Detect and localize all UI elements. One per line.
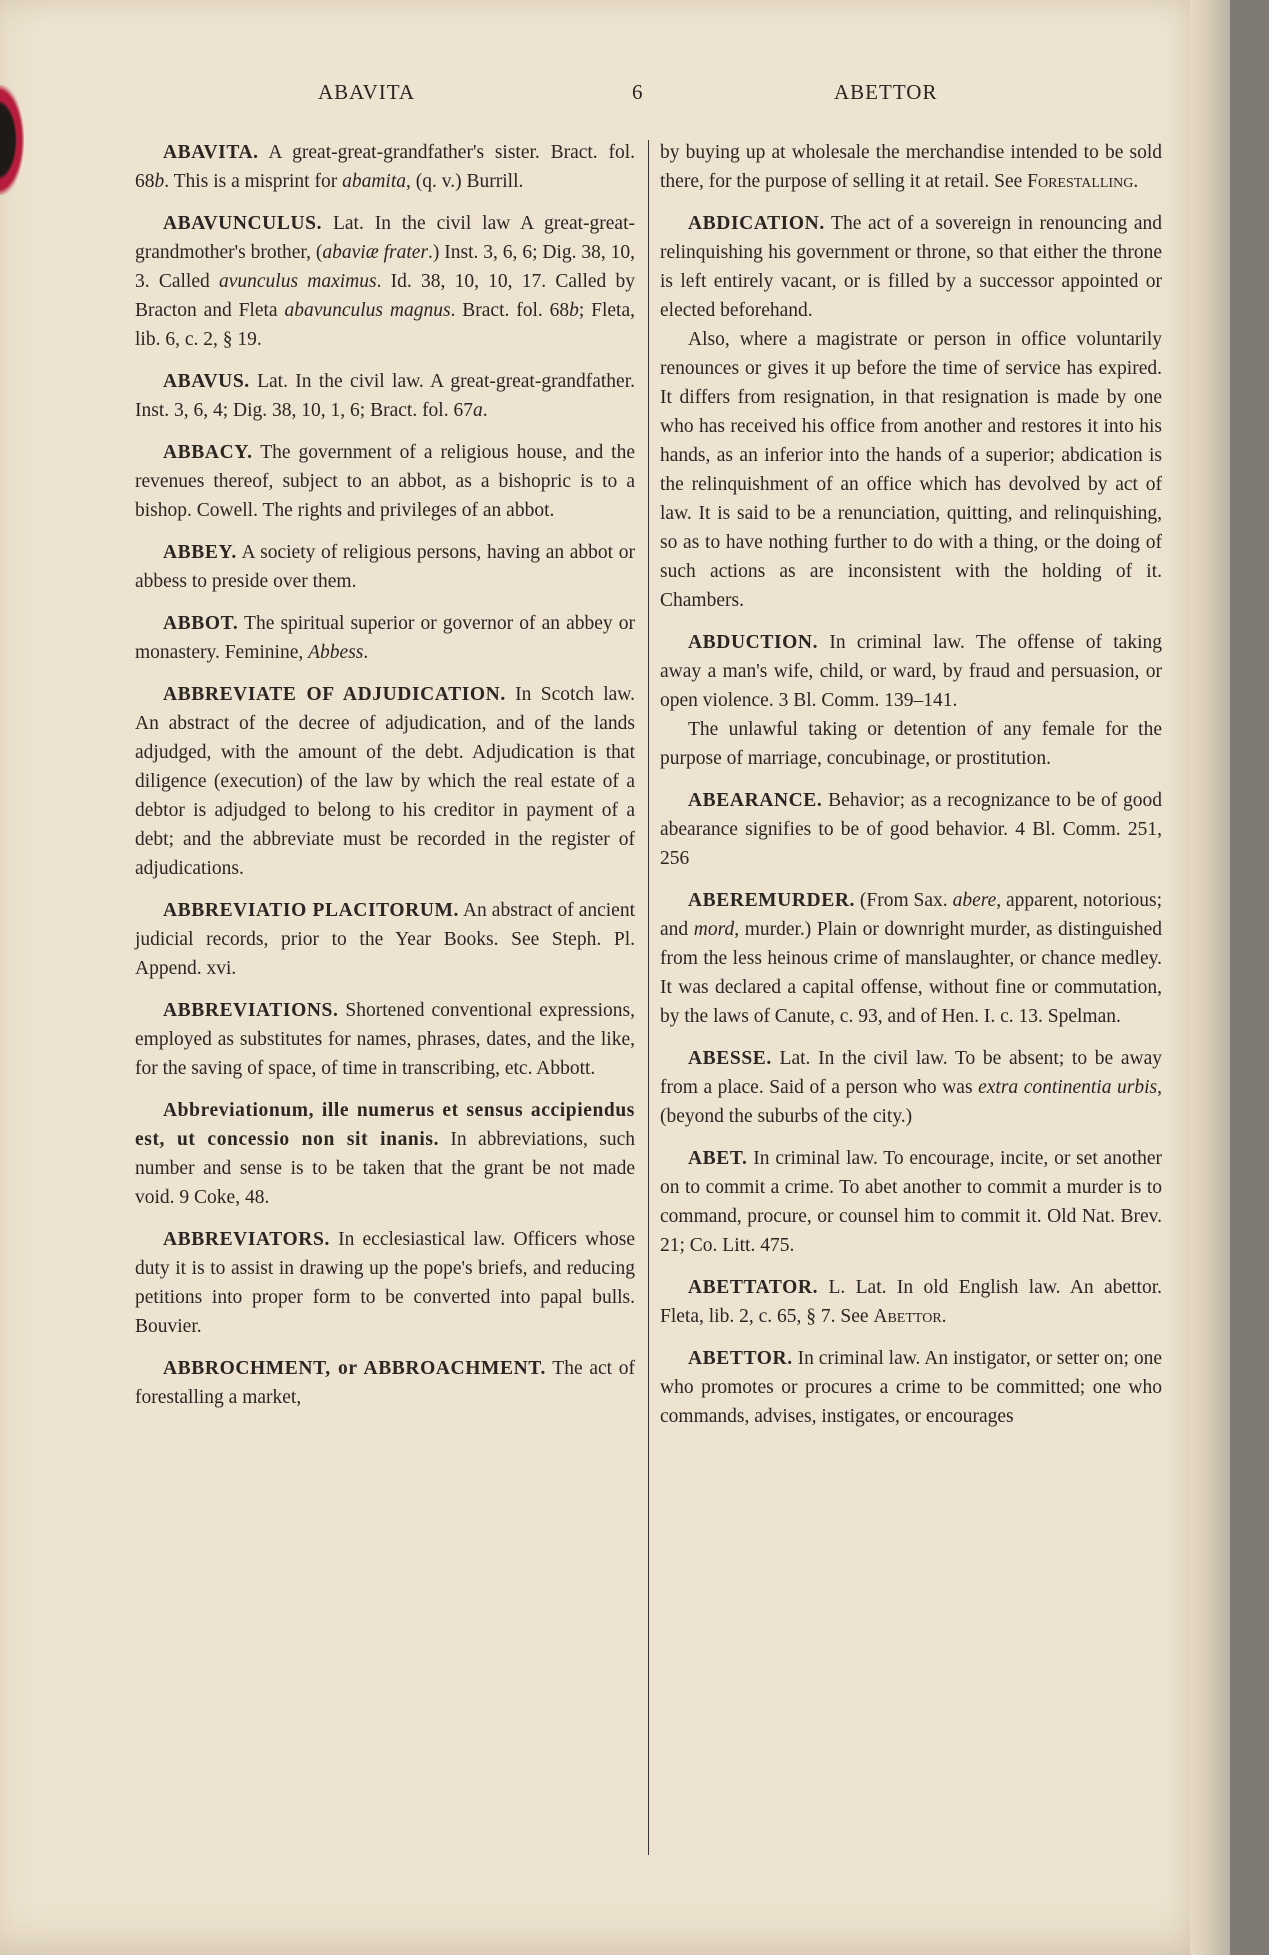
entry-abearance xyxy=(660,786,1162,873)
definition-text: . This is a misprint for xyxy=(164,171,343,192)
headword: ABBREVIATIONS. xyxy=(163,1000,339,1021)
definition-text: . xyxy=(482,400,488,421)
guide-word-right: ABETTOR xyxy=(834,80,938,104)
italic-text: b xyxy=(154,171,165,192)
definition-text: . Id. 38, 10, 10, 17. Called by Bracton and Fleta xyxy=(135,271,635,321)
entry-abet xyxy=(660,1144,1162,1260)
entry-aberemurder xyxy=(660,886,1162,1031)
definition-text: by buying up at wholesale the merchandise intended to be sold there, for the purpose of selling it at retail. See xyxy=(660,142,1162,192)
definition-text: , murder.) Plain or downright murder, as distinguished from the less heinous crime of manslaughter, or chance medley. It was declared a capital offense, without fine or commutation, by the laws of Canute, c. 93, and of Hen. I. c. 13. Spelman. xyxy=(660,919,1163,1027)
definition-text: The spiritual superior or governor of an abbey or monastery. Feminine, xyxy=(135,613,635,663)
italic-text: abere xyxy=(952,890,997,911)
definition-text: The government of a religious house, and the revenues thereof, subject to an abbot, as a bishopric is to a bishop. Cowell. The rights and privileges of an abbot. xyxy=(135,442,635,521)
entry-abdication xyxy=(660,209,1162,325)
definition-text: . Bract. fol. 68 xyxy=(450,300,570,321)
entry-abbot xyxy=(135,609,635,667)
headword: ABEREMURDER. xyxy=(688,890,855,911)
headword: ABETTOR. xyxy=(688,1348,793,1369)
entry-abbrochment-continued xyxy=(660,138,1162,196)
definition-text: . xyxy=(941,1306,947,1327)
headword: ABEARANCE. xyxy=(688,790,823,811)
entry-abbacy xyxy=(135,438,635,525)
definition-text: In ecclesiastical law. Officers whose duty it is to assist in drawing up the pope's briefs, and reducing petitions into proper form to be converted into papal bulls. Bouvier. xyxy=(135,1229,635,1337)
italic-text: b xyxy=(569,300,579,321)
headword: ABBREVIATORS. xyxy=(163,1229,330,1250)
entry-abettor xyxy=(660,1344,1162,1431)
italic-text: Abbess xyxy=(308,642,364,663)
entry-abbrochment xyxy=(135,1354,635,1412)
definition-text: . xyxy=(363,642,369,663)
guide-word-left: ABAVITA xyxy=(318,80,416,104)
definition-text: (From Sax. xyxy=(855,890,953,911)
entry-abavunculus xyxy=(135,209,635,354)
entry-abavus xyxy=(135,367,635,425)
headword: ABBREVIATE OF ADJUDICATION. xyxy=(163,684,506,705)
definition-text: In criminal law. The offense of taking away a man's wife, child, or ward, by fraud and persuasion, or open violence. 3 Bl. Comm. 139–141. xyxy=(660,632,1162,711)
entry-abavita xyxy=(135,138,635,196)
entry-abbreviate-of-adjudication xyxy=(135,680,635,883)
italic-text: avunculus maximus xyxy=(218,271,377,292)
entry-abbreviatio-placitorum xyxy=(135,896,635,983)
definition-text: The act of a sovereign in renouncing and relinquishing his government or throne, so that either the throne is left entirely vacant, or is filled by a successor appointed or elected beforehand. xyxy=(660,213,1162,321)
italic-text: a xyxy=(472,400,483,421)
cross-reference: Abettor xyxy=(873,1306,942,1327)
headword: ABDUCTION. xyxy=(688,632,819,653)
headword: ABAVUS. xyxy=(163,371,250,392)
definition-text: The unlawful taking or detention of any female for the purpose of marriage, concubinage, or prostitution. xyxy=(660,719,1162,769)
definition-text: A great-great-grandfather's sister. Bract. fol. 68 xyxy=(135,142,635,192)
definition-text: , apparent, notorious; and xyxy=(660,890,1162,940)
definition-text: L. Lat. In old English law. An abettor. Fleta, lib. 2, c. 65, § 7. See xyxy=(660,1277,1162,1327)
definition-text: An abstract of ancient judicial records, prior to the Year Books. See Steph. Pl. Append. xvi. xyxy=(135,900,635,979)
entry-abbreviations xyxy=(135,996,635,1083)
definition-text: In Scotch law. An abstract of the decree of adjudication, and of the lands adjudged, with the amount of the debt. Adjudication is that diligence (execution) of the law by which the real estate of a debtor is adjudged to belong to his creditor in payment of a debt; and the abbreviate must be recorded in the register of adjudications. xyxy=(135,684,635,879)
right-column xyxy=(660,138,1162,1431)
cross-reference: Forestalling xyxy=(1027,171,1134,192)
italic-text: abavunculus magnus xyxy=(284,300,451,321)
page-number: 6 xyxy=(632,80,643,104)
definition-text: A society of religious persons, having an abbot or abbess to preside over them. xyxy=(135,542,635,592)
headword: ABAVITA. xyxy=(163,142,259,163)
entry-abbreviationum-maxim xyxy=(135,1096,635,1212)
headword: ABBEY. xyxy=(163,542,237,563)
definition-text: Lat. In the civil law A great-great-grandmother's brother, ( xyxy=(135,213,635,263)
definition-text: Lat. In the civil law. To be absent; to be away from a place. Said of a person who was xyxy=(660,1048,1162,1098)
definition-text: , (beyond the suburbs of the city.) xyxy=(660,1077,1162,1127)
italic-text: abamita xyxy=(342,171,407,192)
definition-text: Also, where a magistrate or person in office voluntarily renounces or gives it up before the time of service has expired. It differs from resignation, in that resignation is made by one who has received his office from another and restores it into his hands, as an inferior into the hands of a superior; abdication is the relinquishment of an office which has devolved by act of law. It is said to be a renunciation, quitting, and relinquishing, so as to have nothing further to do with a thing, or the doing of such actions as are inconsistent with the holding of it. Chambers. xyxy=(660,329,1162,611)
entry-abettator xyxy=(660,1273,1162,1331)
page-edge xyxy=(1190,0,1230,1955)
running-head xyxy=(0,80,1208,114)
definition-text: ; Fleta, lib. 6, c. 2, § 19. xyxy=(135,300,635,350)
entry-abesse xyxy=(660,1044,1162,1131)
headword: ABDICATION. xyxy=(688,213,825,234)
headword: ABET. xyxy=(688,1148,748,1169)
entry-abduction xyxy=(660,628,1162,715)
definition-text: , (q. v.) Burrill. xyxy=(406,171,524,192)
column-divider xyxy=(648,140,649,1855)
definition-text: Behavior; as a recognizance to be of good abearance signifies to be of good behavior. 4 Bl. Comm. 251, 256 xyxy=(660,790,1162,869)
italic-text: abaviæ frater xyxy=(322,242,429,263)
definition-text: . xyxy=(1133,171,1139,192)
definition-text: In criminal law. To encourage, incite, or set another on to commit a crime. To abet another to commit a murder is to command, procure, or counsel him to commit it. Old Nat. Brev. 21; Co. Litt. 475. xyxy=(660,1148,1162,1256)
headword: ABAVUNCULUS. xyxy=(163,213,323,234)
entry-abbreviators xyxy=(135,1225,635,1341)
definition-text: In abbreviations, such number and sense is to be taken that the grant be not made void. 9 Coke, 48. xyxy=(135,1129,635,1208)
definition-text: In criminal law. An instigator, or setter on; one who promotes or procures a crime to be committed; one who commands, advises, instigates, or encourages xyxy=(660,1348,1162,1427)
entry-abbey xyxy=(135,538,635,596)
headword: Abbreviationum, ille numerus et sensus accipiendus est, ut concessio non sit inanis. xyxy=(135,1100,635,1150)
headword: ABBOT. xyxy=(163,613,239,634)
headword: ABESSE. xyxy=(688,1048,772,1069)
definition-text: Lat. In the civil law. A great-great-grandfather. Inst. 3, 6, 4; Dig. 38, 10, 1, 6; Bract. fol. 67 xyxy=(135,371,635,421)
italic-text: extra continentia urbis xyxy=(978,1077,1158,1098)
definition-text: The act of forestalling a market, xyxy=(135,1358,636,1408)
definition-text: Shortened conventional expressions, employed as substitutes for names, phrases, dates, and the like, for the saving of space, of time in transcribing, etc. Abbott. xyxy=(135,1000,635,1079)
headword: ABBREVIATIO PLACITORUM. xyxy=(163,900,460,921)
left-column xyxy=(135,138,635,1412)
headword: ABETTATOR. xyxy=(688,1277,819,1298)
headword: ABBACY. xyxy=(163,442,253,463)
headword: ABBROCHMENT, or ABBROACHMENT. xyxy=(163,1358,546,1379)
entry-abdication-paragraph-2 xyxy=(660,325,1162,615)
italic-text: mord xyxy=(693,919,735,940)
entry-abduction-paragraph-2 xyxy=(660,715,1162,773)
definition-text: .) Inst. 3, 6, 6; Dig. 38, 10, 3. Called xyxy=(135,242,636,292)
